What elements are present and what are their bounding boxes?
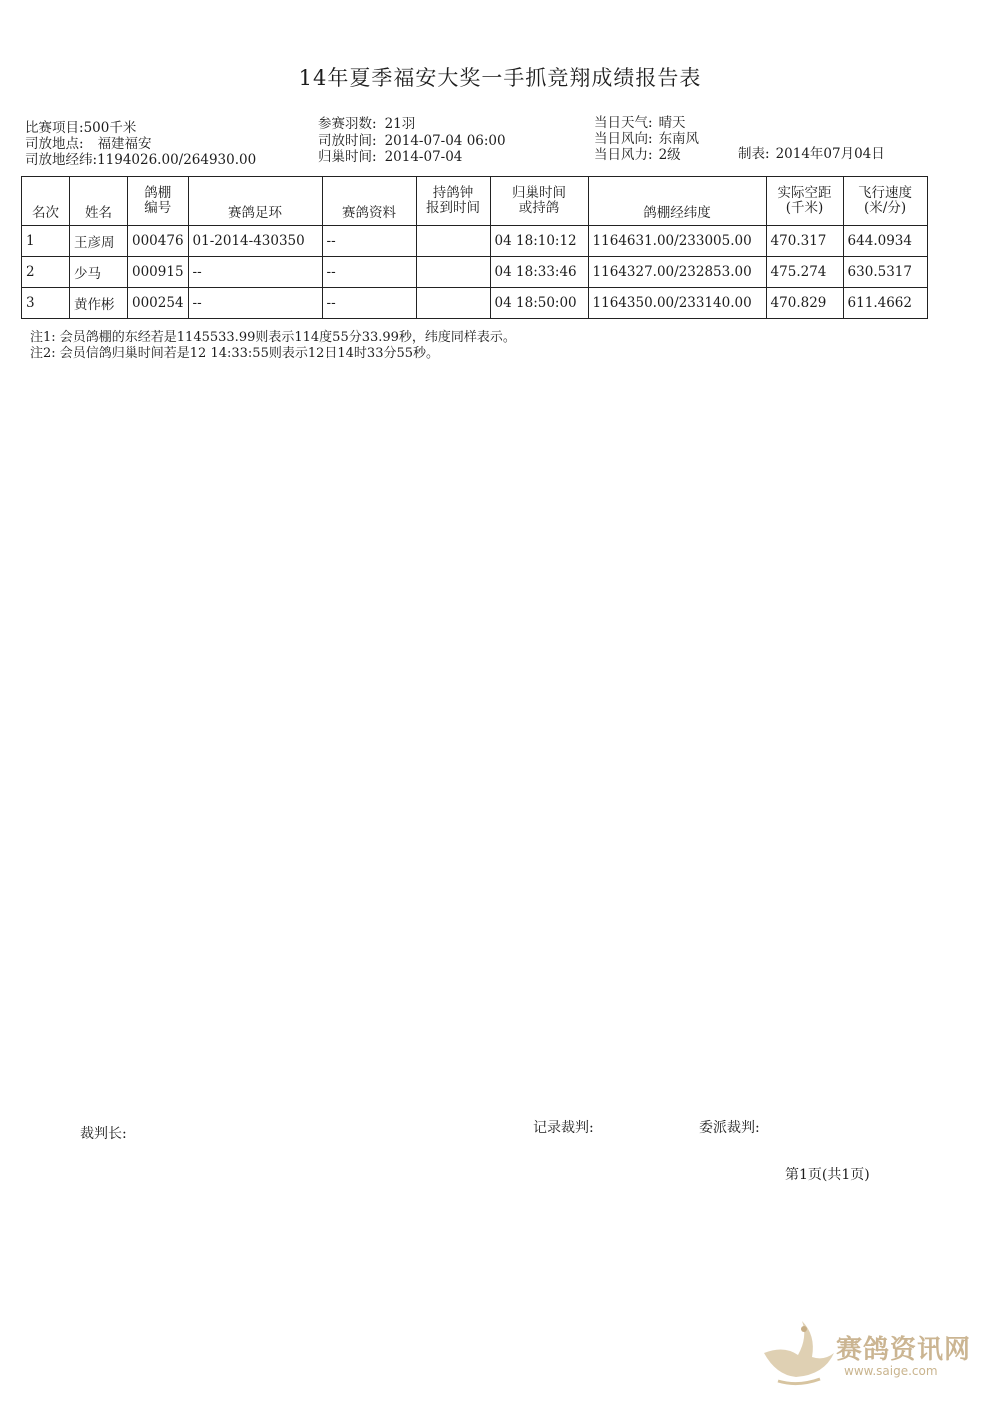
cell-loft-coords: 1164350.00/233140.00 [588,288,766,319]
header-loft-id: 鸽棚 编号 [128,177,189,226]
watermark [758,1315,972,1390]
header-loft-coords: 鸽棚经纬度 [588,177,766,226]
cell-loft-coords: 1164327.00/232853.00 [588,257,766,288]
table-header-row [22,177,928,226]
header-distance: 实际空距 (千米) [766,177,843,226]
info-label: 归巢时间: [318,149,377,165]
info-label: 比赛项目: [25,120,84,136]
cell-speed: 644.0934 [843,226,927,257]
info-value: 2014年07月04日 [775,146,885,162]
info-return-time [318,149,462,165]
cell-clock-time [416,226,490,257]
info-value: 2级 [658,147,681,163]
report-title: 14年夏季福安大奖一手抓竞翔成绩报告表 [298,66,702,90]
cell-rank: 1 [22,226,70,257]
info-race-item [25,120,136,136]
header-name: 姓名 [70,177,128,226]
cell-clock-time [416,257,490,288]
info-label: 司放地经纬: [25,152,98,168]
cell-loft-id: 000476 [128,226,189,257]
info-label: 制表: [738,146,770,162]
cell-ring: 01-2014-430350 [188,226,322,257]
header-speed: 飞行速度 (米/分) [843,177,927,226]
watermark-url: www.saige.com [844,1364,938,1378]
info-value: 2014-07-04 [384,149,463,165]
info-value: 2014-07-04 06:00 [384,133,506,149]
watermark-name: 赛鸽资讯网 [836,1335,972,1365]
info-value: 福建福安 [97,136,152,152]
info-value: 晴天 [658,115,686,131]
header-return-time: 归巢时间 或持鸽 [490,177,588,226]
cell-loft-id: 000915 [128,257,189,288]
info-label: 当日风向: [594,131,653,147]
info-label: 司放时间: [318,133,377,149]
table-row [22,226,928,257]
info-label: 参赛羽数: [318,116,377,132]
signature-record-judge: 记录裁判: [533,1120,594,1136]
cell-pigeon-info: -- [322,288,416,319]
cell-return-time: 04 18:50:00 [490,288,588,319]
cell-speed: 611.4662 [843,288,927,319]
cell-loft-id: 000254 [128,288,189,319]
info-wind-force [594,147,681,163]
info-wind-direction [594,131,699,147]
info-release-time [318,133,506,149]
header-pigeon-info: 赛鸽资料 [322,177,416,226]
note-1: 注1: 会员鸽棚的东经若是1145533.99则表示114度55分33.99秒，纬度同样表示。 [30,330,516,345]
info-release-coords [25,152,256,168]
info-label: 司放地点: [25,136,84,152]
info-made-date [738,146,885,162]
info-label: 当日天气: [594,115,653,131]
pigeon-logo-icon [758,1315,838,1390]
cell-clock-time [416,288,490,319]
signature-appointed-judge: 委派裁判: [699,1120,760,1136]
results-table [21,176,928,319]
cell-loft-coords: 1164631.00/233005.00 [588,226,766,257]
cell-rank: 3 [22,288,70,319]
info-value: 东南风 [658,131,700,147]
info-release-place [25,136,152,152]
cell-ring: -- [188,288,322,319]
cell-speed: 630.5317 [843,257,927,288]
cell-return-time: 04 18:33:46 [490,257,588,288]
info-entries [318,116,415,132]
cell-name: 王彦周 [70,226,128,257]
info-value: 1194026.00/264930.00 [97,152,257,168]
header-clock-time: 持鸽钟 报到时间 [416,177,490,226]
notes [30,330,516,362]
info-value: 500千米 [83,120,137,136]
cell-distance: 475.274 [766,257,843,288]
cell-ring: -- [188,257,322,288]
header-ring: 赛鸽足环 [188,177,322,226]
signature-chief-judge: 裁判长: [80,1126,127,1142]
table-row [22,288,928,319]
info-weather [594,115,686,131]
table-row [22,257,928,288]
page-number: 第1页(共1页) [785,1167,870,1183]
cell-distance: 470.317 [766,226,843,257]
header-rank: 名次 [22,177,70,226]
info-label: 当日风力: [594,147,653,163]
cell-name: 少马 [70,257,128,288]
note-2: 注2: 会员信鸽归巢时间若是12 14:33:55则表示12日14时33分55秒。 [30,346,440,361]
info-value: 21羽 [384,116,416,132]
cell-rank: 2 [22,257,70,288]
cell-distance: 470.829 [766,288,843,319]
cell-return-time: 04 18:10:12 [490,226,588,257]
cell-pigeon-info: -- [322,226,416,257]
cell-pigeon-info: -- [322,257,416,288]
cell-name: 黄作彬 [70,288,128,319]
